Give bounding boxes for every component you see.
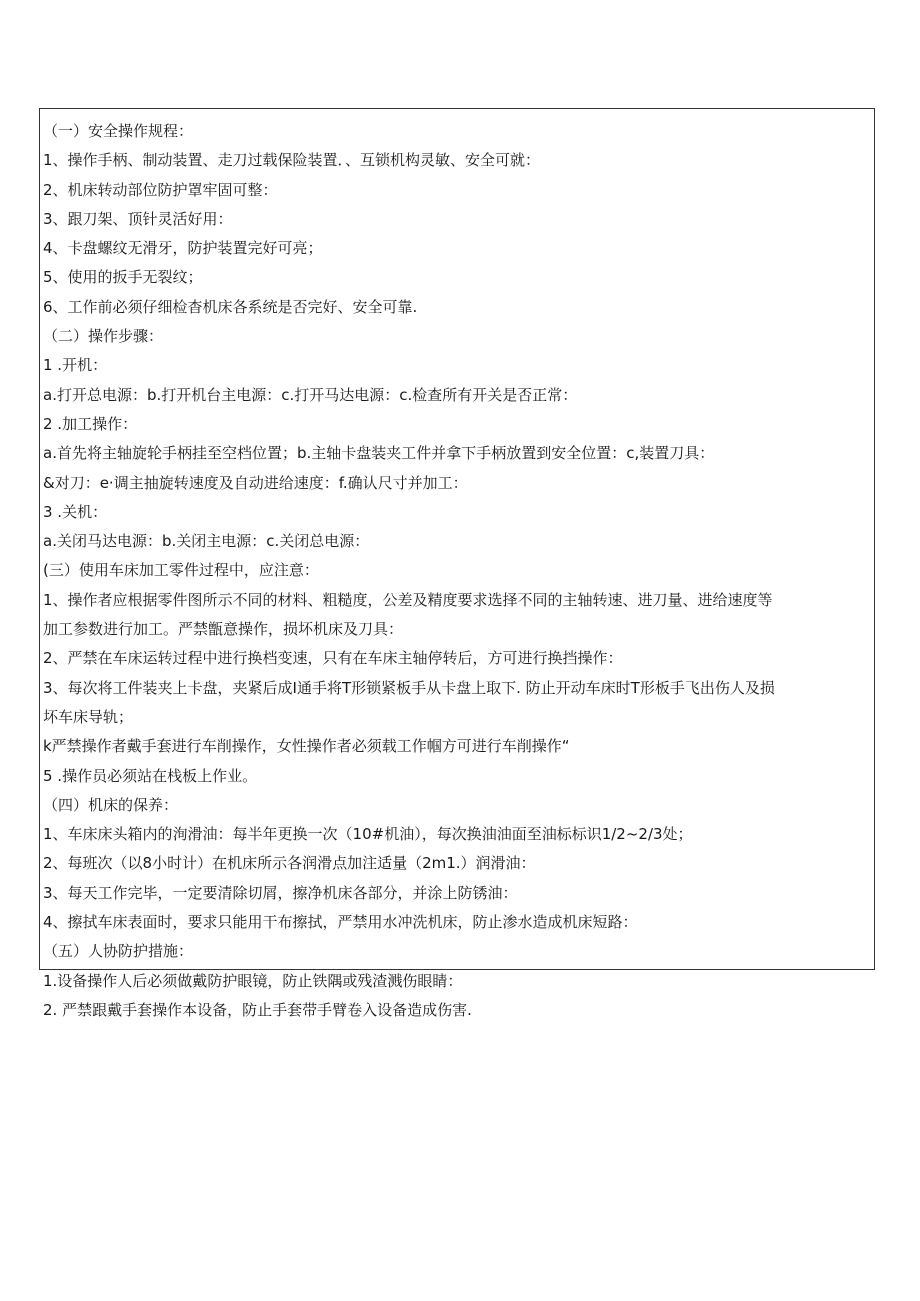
section-heading-protection: （五）人协防护措施： xyxy=(43,942,194,961)
document-box xyxy=(39,108,875,1019)
section-heading-maintenance: （四）机床的保养： xyxy=(43,795,179,814)
maintenance-2: 2、每班次（以8小时计）在机床所示各润滑点加注适量（2m1.）润滑油： xyxy=(43,854,536,873)
precaution-3-line-1: 3、每次将工件装夹上卡盘，夹紧后成I通手将T形锁紧板手从卡盘上取下. 防止开动车床时T形板手飞出伤人及损 xyxy=(43,678,775,697)
maintenance-4: 4、擦拭车床表面时，要求只能用干布擦拭，严禁用水冲洗机床，防止渗水造成机床短路： xyxy=(43,913,638,932)
section-heading-precautions: (三）使用车床加工零件过程中，应注意： xyxy=(43,561,319,580)
section-heading-safety-rules: （一）安全操作规程： xyxy=(43,122,194,140)
precaution-4: k严禁操作者戴手套进行车削操作，女性操作者必须载工作帼方可进行车削操作“ xyxy=(43,737,570,756)
precaution-1-line-1: 1、操作者应根据零件图所示不同的材料、粗糙度，公差及精度要求选择不同的主轴转速、进刀量、进给速度等 xyxy=(43,590,773,609)
precaution-2: 2、严禁在车床运转过程中进行换档变速，只有在车床主轴停转后，方可进行换挡操作： xyxy=(43,649,623,668)
maintenance-3: 3、每天工作完毕，一定要清除切屑，擦净机床各部分，并涂上防锈油： xyxy=(43,883,518,902)
step-2-details-b: &对刀：e·调主抽旋转速度及自动进给速度：f.确认尺寸并加工： xyxy=(43,473,468,492)
protection-1: 1.设备操作人后必须做戴防护眼镜，防止铁隅或残渣溅伤眼睛： xyxy=(43,971,463,990)
safety-rule-3: 3、跟刀架、顶针灵活好用： xyxy=(43,209,233,228)
step-3-power-off: 3 .关机： xyxy=(43,502,108,521)
safety-rule-2: 2、机床转动部位防护罩牢固可整： xyxy=(43,180,278,199)
precaution-3-line-2: 坏车床导轨； xyxy=(43,707,134,726)
precaution-5: 5 .操作员必须站在栈板上作业。 xyxy=(43,766,258,785)
step-1-details: a.打开总电源：b.打开机台主电源：c.打开马达电源：c.检查所有开关是否正常： xyxy=(43,385,578,404)
safety-rule-4: 4、卡盘螺纹无滑牙，防护装置完好可亮； xyxy=(43,239,323,258)
step-1-power-on: 1 .开机： xyxy=(43,356,108,375)
safety-rule-6: 6、工作前必须仔细检杳机床各系统是否完好、安全可靠. xyxy=(43,297,418,316)
maintenance-1: 1、车床床头箱内的洵滑油：每半年更换一次（10#机油），每次换油油面至油标标识1/2~2/3处； xyxy=(43,825,693,844)
step-2-details-a: a.首先将主轴旋轮手柄挂至空档位置；b.主轴卡盘装夹工件并拿下手柄放置到安全位置：c,装置刀具： xyxy=(43,444,715,463)
step-2-machining: 2 .加工操作： xyxy=(43,414,138,433)
safety-rule-1: 1、操作手柄、制动装置、走刀过载保险装置．、互锁机构灵敏、安全可就： xyxy=(43,151,541,170)
precaution-1-line-2: 加工参数进行加工。严禁甑意操作，损坏机床及刀具： xyxy=(43,620,404,639)
step-3-details: a.关闭马达电源：b.关闭主电源：c.关闭总电源： xyxy=(43,532,370,551)
safety-rule-5: 5、使用的扳手无裂纹； xyxy=(43,268,203,287)
protection-2: 2. 严禁跟戴手套操作本设备，防止手套带手臂卷入设备造成伤害. xyxy=(43,1000,472,1019)
section-heading-operation-steps: （二）操作步骤： xyxy=(43,327,164,346)
